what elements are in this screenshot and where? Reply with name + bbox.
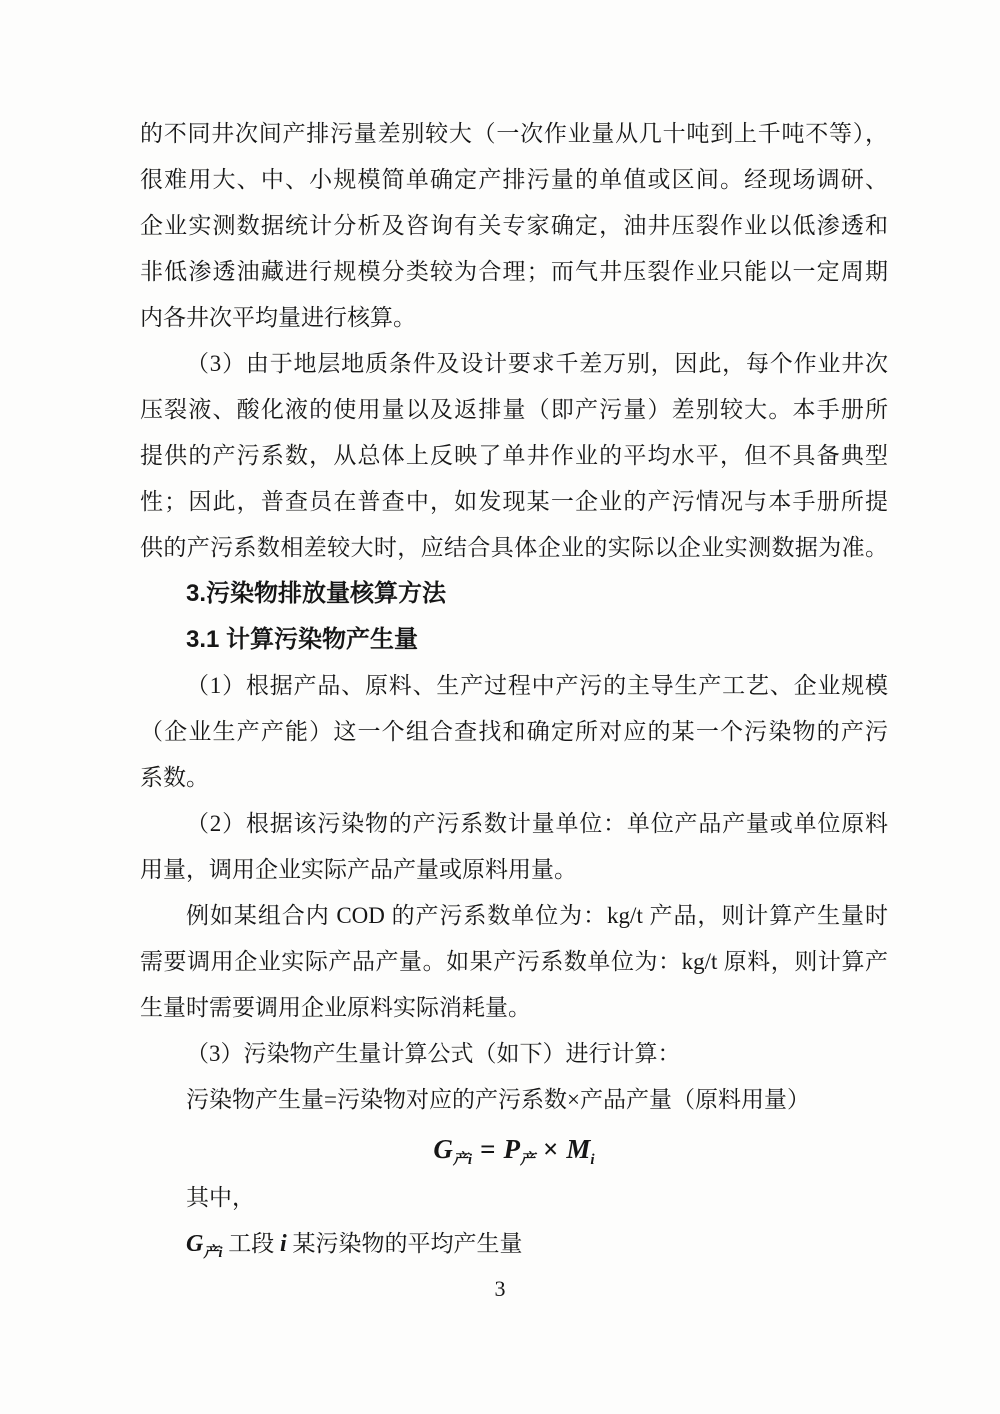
- text-line: 的不同井次间产排污量差别较大（一次作业量从几十吨到上千吨不等），: [140, 121, 888, 146]
- definition-text: 工段: [222, 1231, 281, 1256]
- text-line: 性；因此，普查员在普查中，如发现某一企业的产污情况与本手册所提: [140, 489, 888, 514]
- definition-text: 某污染物的平均产生量: [286, 1231, 523, 1256]
- math-subscript: 产: [519, 1152, 535, 1168]
- math-subscript: i: [590, 1152, 595, 1168]
- section-heading: 3.污染物排放量核算方法: [186, 580, 447, 607]
- formula-operator: =: [480, 1134, 496, 1164]
- text-line: 例如某组合内 COD 的产污系数单位为：kg/t 产品，则计算产生量时: [186, 903, 888, 928]
- document-content: [140, 111, 888, 1267]
- text-line: 其中，: [186, 1185, 255, 1210]
- section-heading: 3.1 计算污染物产生量: [186, 626, 419, 653]
- text-line: 污染物产生量=污染物对应的产污系数×产品产量（原料用量）: [186, 1087, 810, 1112]
- text-line: 提供的产污系数，从总体上反映了单井作业的平均水平，但不具备典型: [140, 443, 888, 468]
- math-base: M: [566, 1134, 591, 1164]
- math-variable: i: [280, 1231, 287, 1257]
- text-line: 供的产污系数相差较大时，应结合具体企业的实际以企业实测数据为准。: [140, 535, 888, 560]
- math-base: P: [503, 1134, 520, 1164]
- text-line: 用量，调用企业实际产品产量或原料用量。: [140, 857, 577, 882]
- formula-operator: ×: [543, 1134, 559, 1164]
- text-line: 生量时需要调用企业原料实际消耗量。: [140, 995, 531, 1020]
- math-variable: [433, 1134, 473, 1168]
- text-line: 非低渗透油藏进行规模分类较为合理；而气井压裂作业只能以一定周期: [140, 259, 888, 284]
- text-line: （2）根据该污染物的产污系数计量单位：单位产品产量或单位原料: [186, 811, 888, 836]
- text-line: （3）污染物产生量计算公式（如下）进行计算：: [186, 1041, 681, 1066]
- text-line: 很难用大、中、小规模简单确定产排污量的单值或区间。经现场调研、: [140, 167, 888, 192]
- math-subscript: 产i: [452, 1152, 473, 1168]
- math-base: G: [433, 1134, 453, 1164]
- text-line: 内各井次平均量进行核算。: [140, 305, 416, 330]
- page-number: 3: [494, 1276, 506, 1301]
- formula: [140, 1123, 888, 1175]
- text-line: （企业生产产能）这一个组合查找和确定所对应的某一个污染物的产污: [140, 719, 888, 744]
- symbol-definition-line: [140, 1221, 888, 1267]
- math-variable: [566, 1134, 595, 1168]
- math-base: G: [186, 1231, 204, 1257]
- math-variable: [186, 1231, 223, 1261]
- text-line: （3）由于地层地质条件及设计要求千差万别，因此，每个作业井次: [186, 351, 888, 376]
- text-line: 企业实测数据统计分析及咨询有关专家确定，油井压裂作业以低渗透和: [140, 213, 888, 238]
- text-line: 系数。: [140, 765, 209, 790]
- math-subscript: 产i: [203, 1245, 223, 1261]
- math-variable: [503, 1134, 535, 1168]
- text-line: 压裂液、酸化液的使用量以及返排量（即产污量）差别较大。本手册所: [140, 397, 888, 422]
- text-line: （1）根据产品、原料、生产过程中产污的主导生产工艺、企业规模: [186, 673, 888, 698]
- text-line: 需要调用企业实际产品产量。如果产污系数单位为：kg/t 原料，则计算产: [140, 949, 888, 974]
